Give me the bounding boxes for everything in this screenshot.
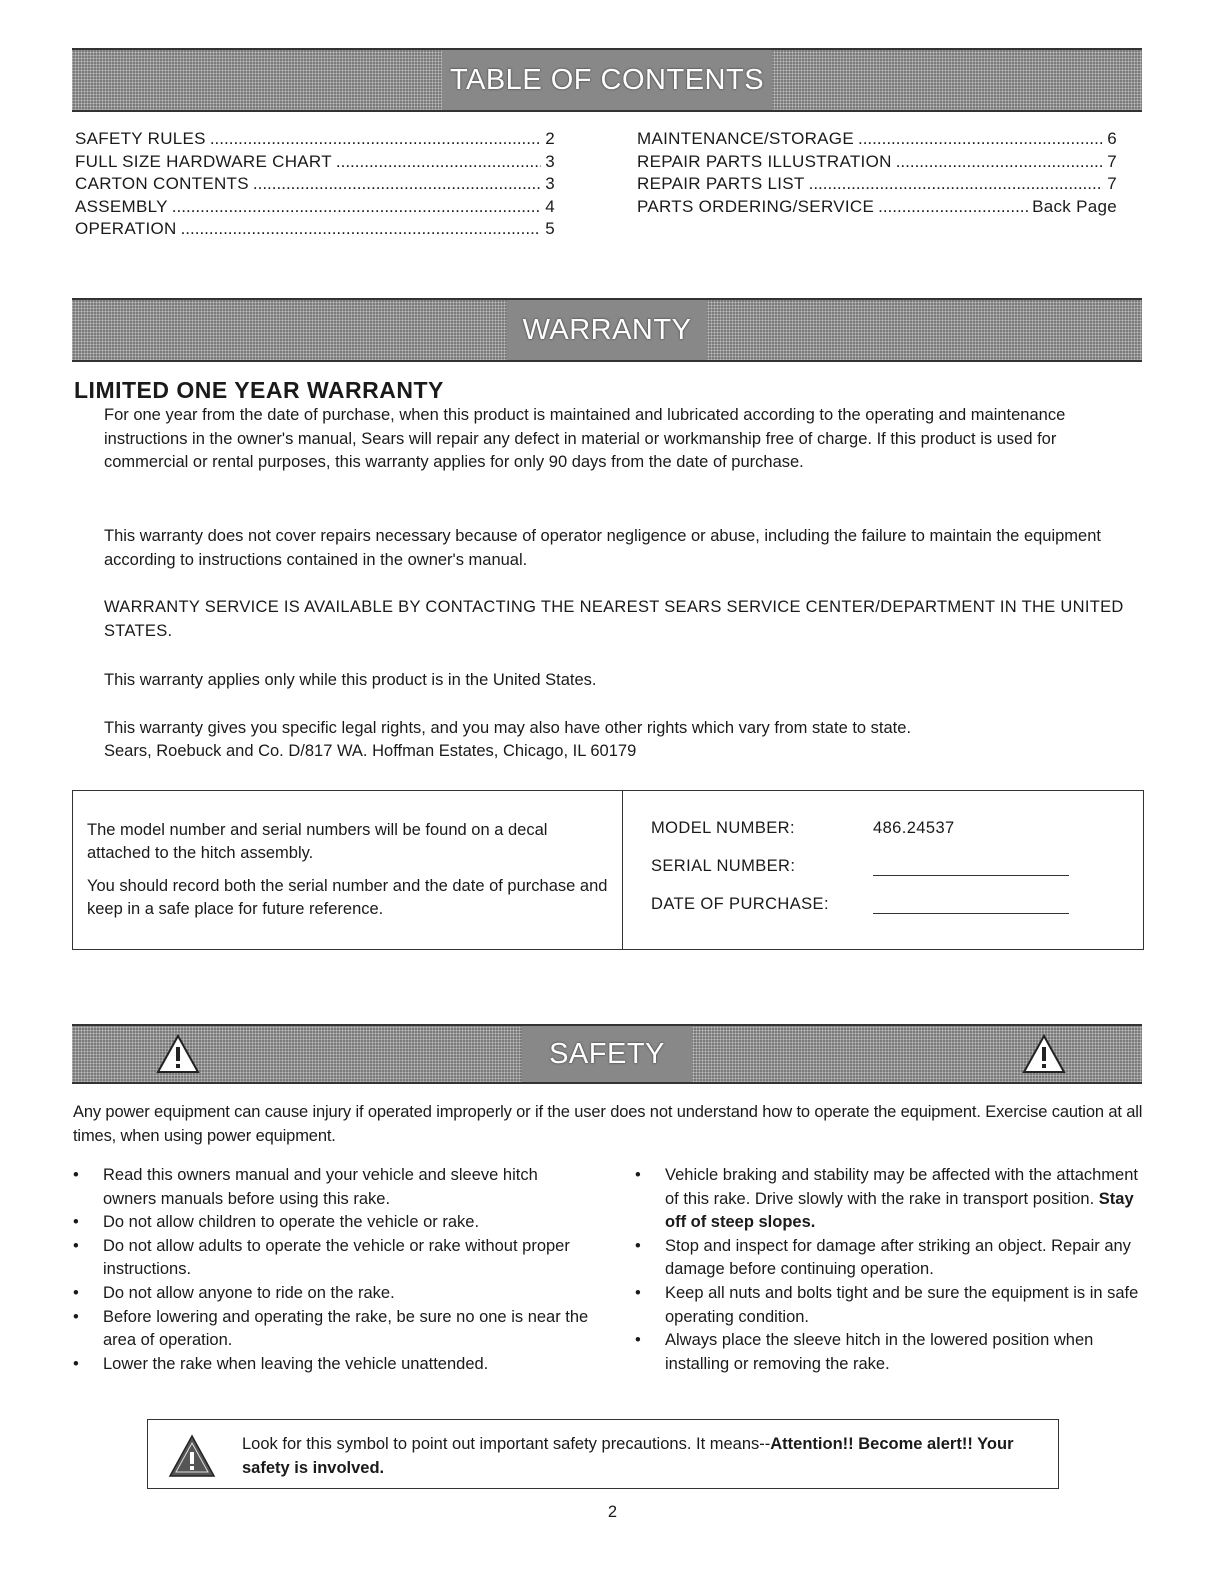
toc-entry-page: 4 bbox=[545, 196, 555, 216]
toc-entry-page: 6 bbox=[1107, 129, 1117, 148]
safety-rule: • Lower the rake when leaving the vehicle unattended. bbox=[73, 1353, 593, 1377]
toc-entry-label: REPAIR PARTS LIST bbox=[637, 174, 805, 193]
toc-entry-label: FULL SIZE HARDWARE CHART bbox=[75, 151, 332, 171]
model-number-label: MODEL NUMBER: bbox=[651, 819, 795, 837]
attention-emphasis: Attention!! Become alert!! Your safety is involved. bbox=[242, 1435, 1014, 1477]
warranty-paragraph: This warranty applies only while this product is in the United States. bbox=[104, 671, 597, 689]
toc-entry-label: SAFETY RULES bbox=[75, 129, 206, 148]
safety-intro: Any power equipment can cause injury if operated improperly or if the user does not understand how to operate the equipment. Exercise caution at all times, when using power equipment. bbox=[73, 1103, 1143, 1145]
safety-rule: • Always place the sleeve hitch in the lowered position when installing or removing the rake. bbox=[635, 1329, 1145, 1376]
model-number-row bbox=[651, 819, 1143, 838]
safety-title: SAFETY bbox=[549, 1037, 665, 1070]
toc-entry-label: PARTS ORDERING/SERVICE bbox=[637, 196, 875, 216]
warning-triangle-icon bbox=[1022, 1034, 1066, 1074]
serial-number-field[interactable] bbox=[873, 855, 1069, 876]
safety-rule: • Before lowering and operating the rake, be sure no one is near the area of operation. bbox=[73, 1306, 593, 1353]
toc-entry[interactable] bbox=[75, 151, 555, 174]
safety-rule: • Do not allow anyone to ride on the rake. bbox=[73, 1282, 593, 1306]
toc-entry[interactable] bbox=[75, 173, 555, 196]
toc-entry[interactable] bbox=[637, 173, 1117, 196]
warning-triangle-icon bbox=[156, 1034, 200, 1074]
toc-entry[interactable] bbox=[75, 128, 555, 151]
toc-entry[interactable] bbox=[75, 218, 555, 241]
toc-entry-label: ASSEMBLY bbox=[75, 196, 168, 216]
toc-entry[interactable] bbox=[637, 196, 1117, 219]
warranty-paragraph: This warranty does not cover repairs necessary because of operator negligence or abuse, including the failure to maintain the equipment according to instructions contained in the owner's manual. bbox=[104, 527, 1101, 569]
safety-rule: • Do not allow adults to operate the vehicle or rake without proper instructions. bbox=[73, 1235, 593, 1282]
toc-entry-label: MAINTENANCE/STORAGE bbox=[637, 129, 854, 148]
warranty-paragraph: WARRANTY SERVICE IS AVAILABLE BY CONTACTING THE NEAREST SEARS SERVICE CENTER/DEPARTMENT IN THE UNITED STATES. bbox=[104, 598, 1124, 640]
warranty-paragraph: This warranty gives you specific legal rights, and you may also have other rights which vary from state to state. bbox=[104, 719, 912, 737]
registration-note: You should record both the serial number and the date of purchase and keep in a safe place for future reference. bbox=[87, 877, 608, 918]
registration-note: The model number and serial numbers will be found on a decal attached to the hitch assembly. bbox=[87, 821, 548, 862]
toc-entry-label: REPAIR PARTS ILLUSTRATION bbox=[637, 151, 892, 171]
warranty-banner bbox=[72, 298, 1142, 362]
safety-rule: • Vehicle braking and stability may be affected with the attachment of this rake. Drive slowly with the rake in transport position. Stay off of steep slopes. bbox=[635, 1164, 1145, 1235]
registration-box bbox=[72, 790, 1144, 950]
toc-left-column bbox=[75, 128, 555, 241]
warranty-heading: LIMITED ONE YEAR WARRANTY bbox=[74, 377, 444, 403]
purchase-date-field[interactable] bbox=[873, 893, 1069, 914]
serial-number-label: SERIAL NUMBER: bbox=[651, 857, 796, 875]
toc-entry[interactable] bbox=[637, 151, 1117, 174]
safety-rule: • Keep all nuts and bolts tight and be sure the equipment is in safe operating condition. bbox=[635, 1282, 1145, 1329]
purchase-date-row bbox=[651, 876, 1143, 914]
page-number: 2 bbox=[607, 1503, 618, 1521]
warranty-title: WARRANTY bbox=[522, 313, 692, 346]
safety-rule: • Stop and inspect for damage after striking an object. Repair any damage before continuing operation. bbox=[635, 1235, 1145, 1282]
toc-banner bbox=[72, 48, 1142, 112]
safety-emphasis: Stay off of steep slopes. bbox=[665, 1189, 1134, 1232]
toc-entry-label: CARTON CONTENTS bbox=[75, 174, 249, 193]
toc-right-column bbox=[637, 128, 1117, 218]
safety-banner bbox=[72, 1024, 1142, 1084]
safety-rule: • Read this owners manual and your vehicle and sleeve hitch owners manuals before using this rake. bbox=[73, 1164, 593, 1211]
toc-entry-page: 7 bbox=[1107, 151, 1117, 171]
registration-fields bbox=[623, 791, 1143, 949]
toc-entry-page: 2 bbox=[545, 129, 555, 148]
toc-entry[interactable] bbox=[637, 128, 1117, 151]
warranty-address: Sears, Roebuck and Co. D/817 WA. Hoffman Estates, Chicago, IL 60179 bbox=[104, 742, 637, 760]
toc-entry-label: OPERATION bbox=[75, 219, 177, 238]
warning-triangle-icon bbox=[168, 1434, 216, 1478]
model-number-value: 486.24537 bbox=[873, 819, 955, 837]
serial-number-row bbox=[651, 838, 1143, 876]
safety-list-left bbox=[73, 1164, 593, 1376]
warranty-paragraph: For one year from the date of purchase, when this product is maintained and lubricated according to the operating and maintenance instructions in the owner's manual, Sears will repair any defect in material or workmanship free of charge. If this product is used for commercial or rental purposes, this warranty applies for only 90 days from the date of purchase. bbox=[104, 406, 1066, 471]
safety-rule: • Do not allow children to operate the vehicle or rake. bbox=[73, 1211, 593, 1235]
attention-text: Look for this symbol to point out important safety precautions. It means--Attention!! Become alert!! Your safety is involved. bbox=[242, 1435, 1014, 1477]
registration-notes bbox=[73, 791, 623, 949]
toc-entry[interactable] bbox=[75, 196, 555, 219]
toc-entry-page: Back Page bbox=[1032, 196, 1117, 216]
toc-title: TABLE OF CONTENTS bbox=[449, 63, 765, 96]
toc-entry-page: 5 bbox=[545, 219, 555, 238]
toc-entry-page: 7 bbox=[1107, 174, 1117, 193]
purchase-date-label: DATE OF PURCHASE: bbox=[651, 895, 829, 913]
toc-entry-page: 3 bbox=[545, 151, 555, 171]
toc-entry-page: 3 bbox=[545, 174, 555, 193]
attention-box bbox=[147, 1419, 1059, 1489]
safety-list-right bbox=[635, 1164, 1145, 1376]
